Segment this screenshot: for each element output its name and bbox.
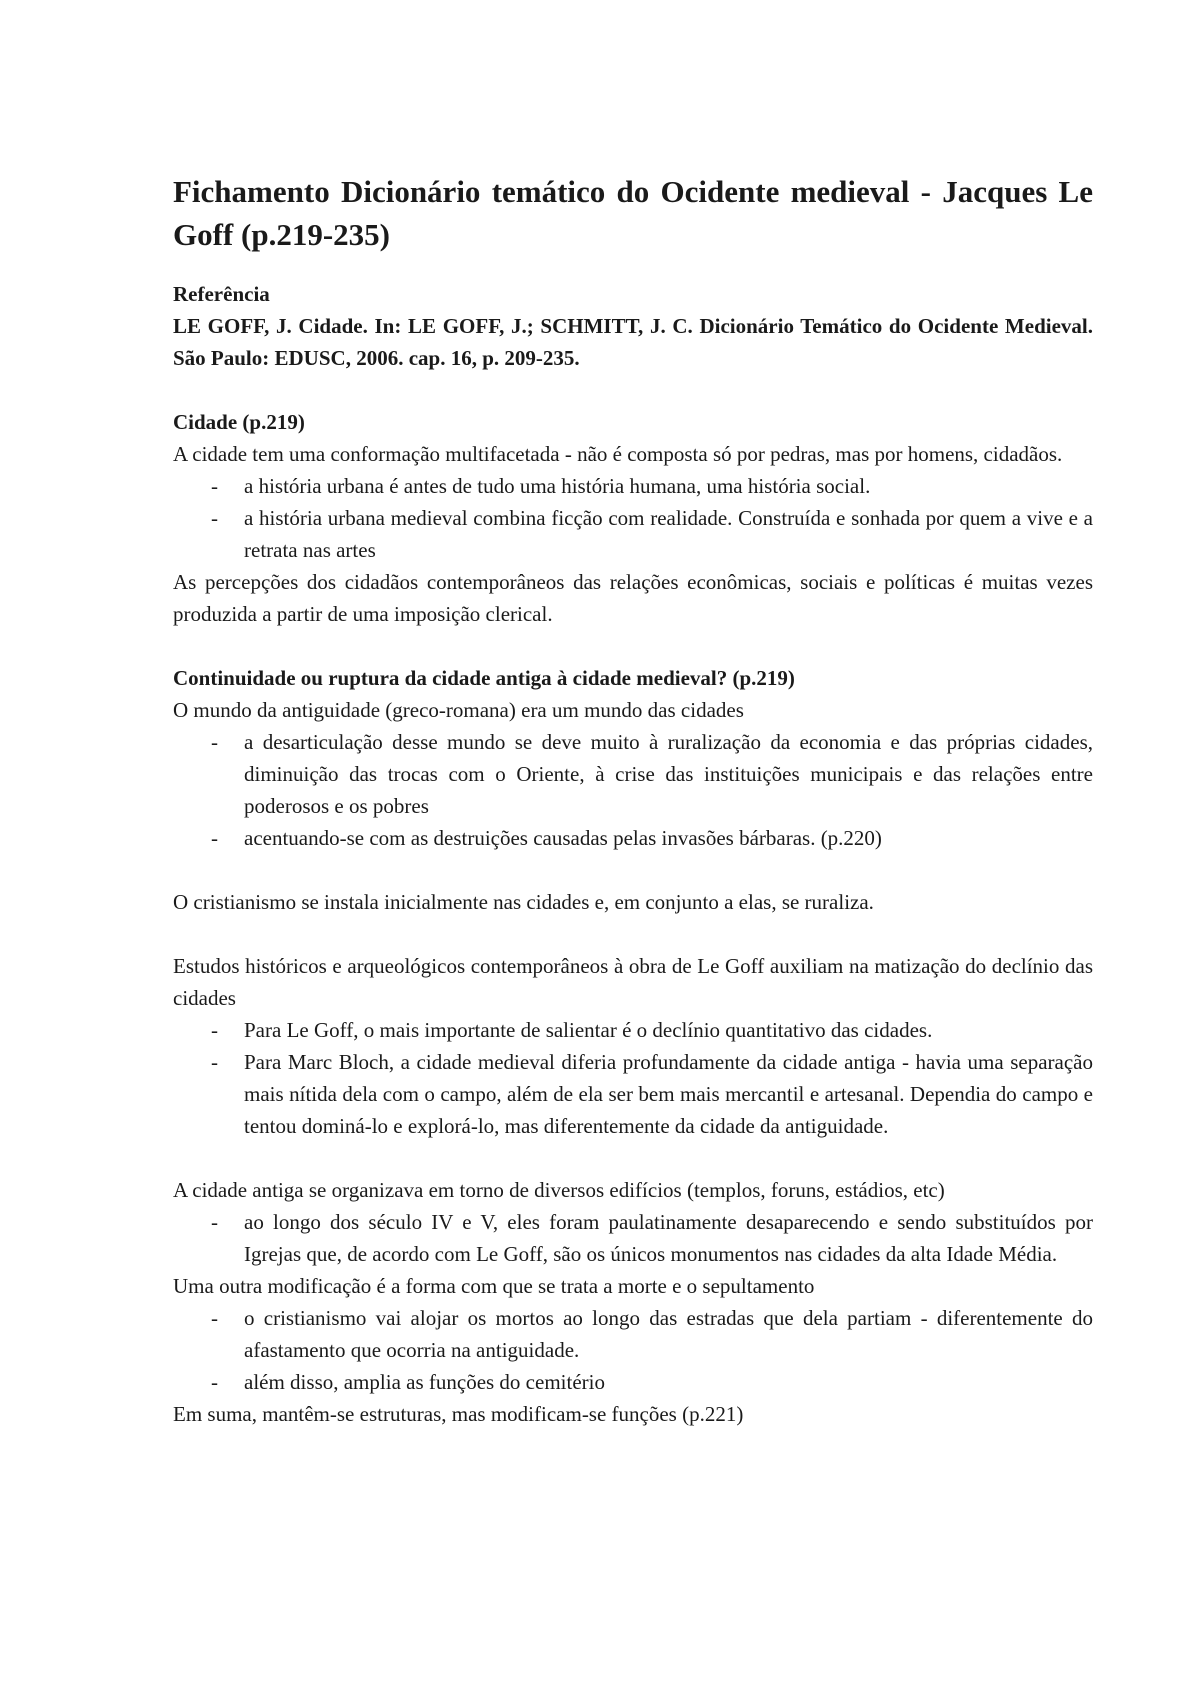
bullet-list [173, 726, 1093, 854]
list-item [173, 1046, 1093, 1142]
list-item-text: Para Le Goff, o mais importante de salientar é o declínio quantitativo das cidades. [244, 1018, 933, 1042]
list-item-text: a história urbana é antes de tudo uma história humana, uma história social. [244, 474, 871, 498]
paragraph: O cristianismo se instala inicialmente nas cidades e, em conjunto a elas, se ruraliza. [173, 890, 874, 914]
list-item [173, 1206, 1093, 1270]
spacer [173, 374, 1093, 406]
bullet-marker: - [211, 506, 218, 530]
reference-heading: Referência [173, 282, 270, 306]
list-item [173, 1302, 1093, 1366]
bullet-marker: - [211, 1050, 218, 1074]
bullet-marker: - [211, 826, 218, 850]
bullet-list [173, 1206, 1093, 1270]
bullet-list [173, 1302, 1093, 1398]
list-item-text: ao longo dos século IV e V, eles foram paulatinamente desaparecendo e sendo substituídos por Igrejas que, de acordo com Le Goff, são os únicos monumentos nas cidades da alta Idade Média. [244, 1210, 1093, 1266]
paragraph: Uma outra modificação é a forma com que se trata a morte e o sepultamento [173, 1274, 815, 1298]
list-item [173, 822, 1093, 854]
paragraph: Em suma, mantêm-se estruturas, mas modificam-se funções (p.221) [173, 1402, 744, 1426]
list-item-text: Para Marc Bloch, a cidade medieval diferia profundamente da cidade antiga - havia uma separação mais nítida dela com o campo, além de ela ser bem mais mercantil e artesanal. Dependia do campo e tentou dominá-lo e explorá-lo, mas diferentemente da cidade da antiguidade. [244, 1050, 1093, 1138]
list-item-text: além disso, amplia as funções do cemitério [244, 1370, 605, 1394]
bullet-marker: - [211, 1370, 218, 1394]
document-title: Fichamento Dicionário temático do Ocidente medieval - Jacques Le Goff (p.219-235) [173, 174, 1093, 252]
list-item-text: a desarticulação desse mundo se deve muito à ruralização da economia e das próprias cidades, diminuição das trocas com o Oriente, à crise das instituições municipais e das relações entre poderosos e os pobres [244, 730, 1093, 818]
spacer [173, 1142, 1093, 1174]
bullet-marker: - [211, 1018, 218, 1042]
paragraph: Estudos históricos e arqueológicos contemporâneos à obra de Le Goff auxiliam na matização do declínio das cidades [173, 954, 1093, 1010]
bullet-marker: - [211, 1306, 218, 1330]
paragraph: As percepções dos cidadãos contemporâneos das relações econômicas, sociais e políticas é muitas vezes produzida a partir de uma imposição clerical. [173, 570, 1093, 626]
paragraph: A cidade tem uma conformação multifacetada - não é composta só por pedras, mas por homens, cidadãos. [173, 442, 1063, 466]
spacer [173, 630, 1093, 662]
list-item-text: a história urbana medieval combina ficção com realidade. Construída e sonhada por quem a vive e a retrata nas artes [244, 506, 1093, 562]
spacer [173, 854, 1093, 886]
bullet-list [173, 1014, 1093, 1142]
spacer [173, 918, 1093, 950]
bullet-marker: - [211, 474, 218, 498]
bullet-marker: - [211, 1210, 218, 1234]
list-item-text: o cristianismo vai alojar os mortos ao longo das estradas que dela partiam - diferentemente do afastamento que ocorria na antiguidade. [244, 1306, 1093, 1362]
list-item [173, 502, 1093, 566]
bullet-marker: - [211, 730, 218, 754]
list-item [173, 1014, 1093, 1046]
paragraph: A cidade antiga se organizava em torno de diversos edifícios (templos, foruns, estádios, etc) [173, 1178, 945, 1202]
document-page [173, 170, 1093, 1430]
section-heading-cidade: Cidade (p.219) [173, 410, 305, 434]
list-item [173, 726, 1093, 822]
list-item [173, 470, 1093, 502]
paragraph: O mundo da antiguidade (greco-romana) era um mundo das cidades [173, 698, 744, 722]
list-item [173, 1366, 1093, 1398]
list-item-text: acentuando-se com as destruições causadas pelas invasões bárbaras. (p.220) [244, 826, 882, 850]
reference-text: LE GOFF, J. Cidade. In: LE GOFF, J.; SCHMITT, J. C. Dicionário Temático do Ocidente Medieval. São Paulo: EDUSC, 2006. cap. 16, p. 209-235. [173, 314, 1093, 370]
bullet-list [173, 470, 1093, 566]
section-heading-continuidade: Continuidade ou ruptura da cidade antiga à cidade medieval? (p.219) [173, 666, 795, 690]
